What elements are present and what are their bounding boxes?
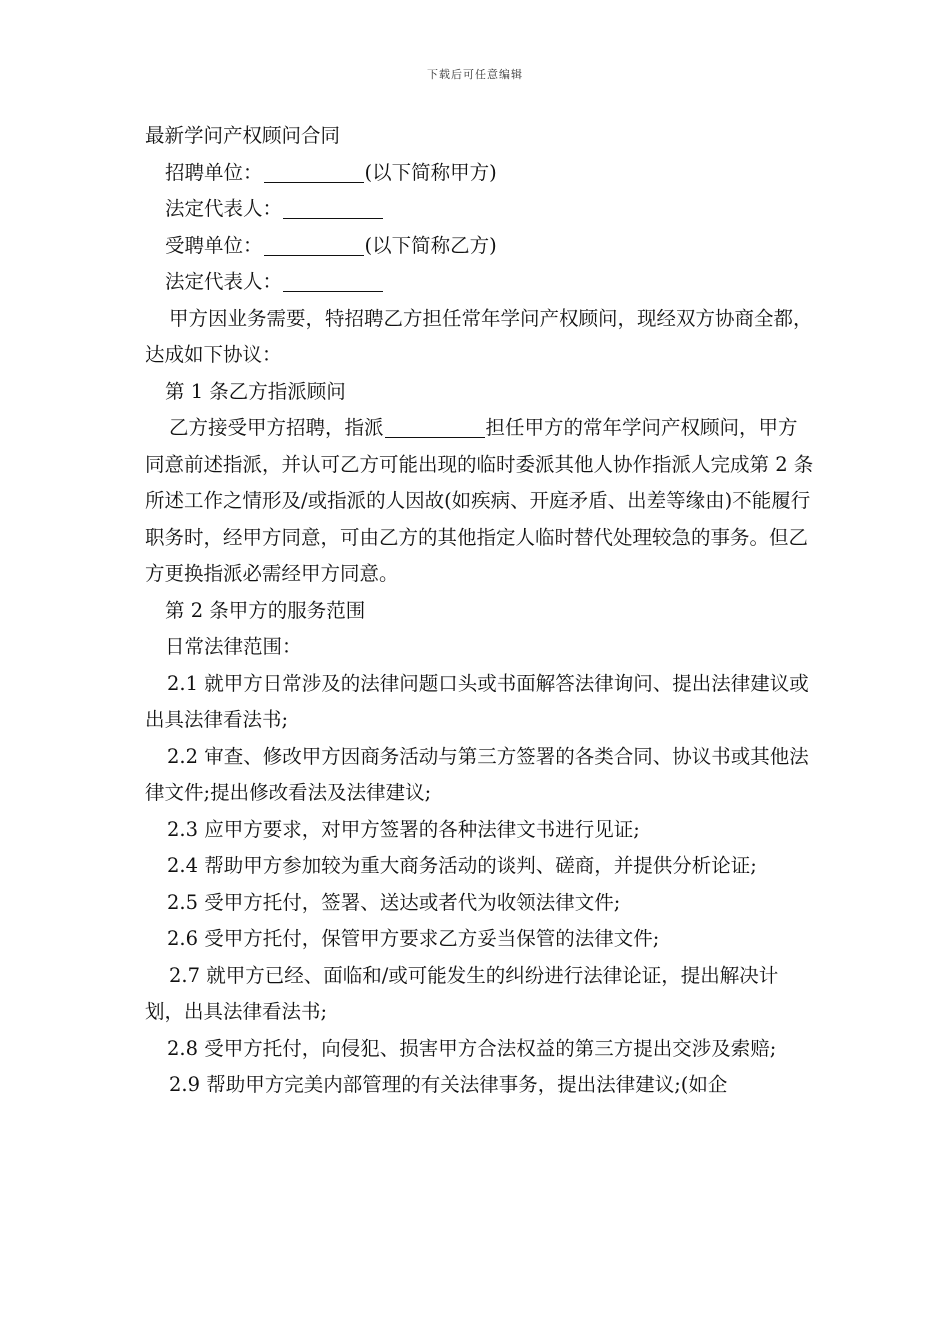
list-item: 2.1 就甲方日常涉及的法律问题口头或书面解答法律询问、提出法律建议或出具法律看法书; bbox=[145, 671, 809, 731]
rep-label-2: 法定代表人： bbox=[165, 270, 283, 293]
rep-line-2 bbox=[145, 264, 815, 301]
article-1-text-after: 担任甲方的常年学问产权顾问，甲方同意前述指派，并认可乙方可能出现的临时委派其他人协作指派人完成第 2 条所述工作之情形及/或指派的人因故(如疾病、开庭矛盾、出差等缘由)不能履行职务时，经甲方同意，可由乙方的其他指定人临时替代处理较急的事务。但乙方更换指派必需经甲方同意。 bbox=[145, 416, 814, 585]
employee-line bbox=[145, 228, 815, 265]
article-1-title: 第 1 条乙方指派顾问 bbox=[165, 379, 346, 403]
list-item: 2.2 审查、修改甲方因商务活动与第三方签署的各类合同、协议书或其他法律文件;提出修改看法及法律建议; bbox=[145, 744, 809, 804]
employee-label: 受聘单位： bbox=[165, 233, 263, 257]
page-header-note: 下载后可任意编辑 bbox=[427, 68, 523, 81]
list-item: 2.4 帮助甲方参加较为重大商务活动的谈判、磋商，并提供分析论证; bbox=[167, 854, 757, 877]
list-item: 2.9 帮助甲方完美内部管理的有关法律事务，提出法律建议;(如企 bbox=[169, 1073, 728, 1096]
document-body bbox=[145, 118, 815, 1104]
list-item: 2.3 应甲方要求，对甲方签署的各种法律文书进行见证; bbox=[167, 817, 640, 841]
employer-suffix: (以下简称甲方) bbox=[364, 160, 497, 184]
employee-blank bbox=[264, 235, 364, 256]
rep-label-1: 法定代表人： bbox=[165, 197, 283, 220]
article-2-title: 第 2 条甲方的服务范围 bbox=[165, 598, 366, 622]
intro-paragraph: 甲方因业务需要，特招聘乙方担任常年学问产权顾问，现经双方协商全都，达成如下协议： bbox=[145, 306, 813, 366]
employer-line bbox=[145, 155, 815, 192]
list-item: 2.5 受甲方托付，签署、送达或者代为收领法律文件; bbox=[167, 890, 621, 914]
article-1-paragraph bbox=[145, 410, 815, 593]
scope-label: 日常法律范围： bbox=[165, 635, 302, 658]
list-item: 2.7 就甲方已经、面临和/或可能发生的纠纷进行法律论证，提出解决计划，出具法律看法书; bbox=[145, 963, 779, 1023]
rep-blank-2 bbox=[283, 271, 383, 292]
list-item: 2.8 受甲方托付，向侵犯、损害甲方合法权益的第三方提出交涉及索赔; bbox=[167, 1036, 777, 1060]
list-item: 2.6 受甲方托付，保管甲方要求乙方妥当保管的法律文件; bbox=[167, 927, 660, 950]
rep-line-1 bbox=[145, 191, 815, 228]
article-1-text-before: 乙方接受甲方招聘，指派 bbox=[169, 416, 384, 439]
employer-blank bbox=[264, 162, 364, 183]
consultant-blank bbox=[385, 417, 485, 438]
employee-suffix: (以下简称乙方) bbox=[364, 233, 497, 257]
employer-label: 招聘单位： bbox=[165, 160, 263, 184]
rep-blank-1 bbox=[283, 198, 383, 219]
document-title: 最新学问产权顾问合同 bbox=[145, 124, 341, 147]
